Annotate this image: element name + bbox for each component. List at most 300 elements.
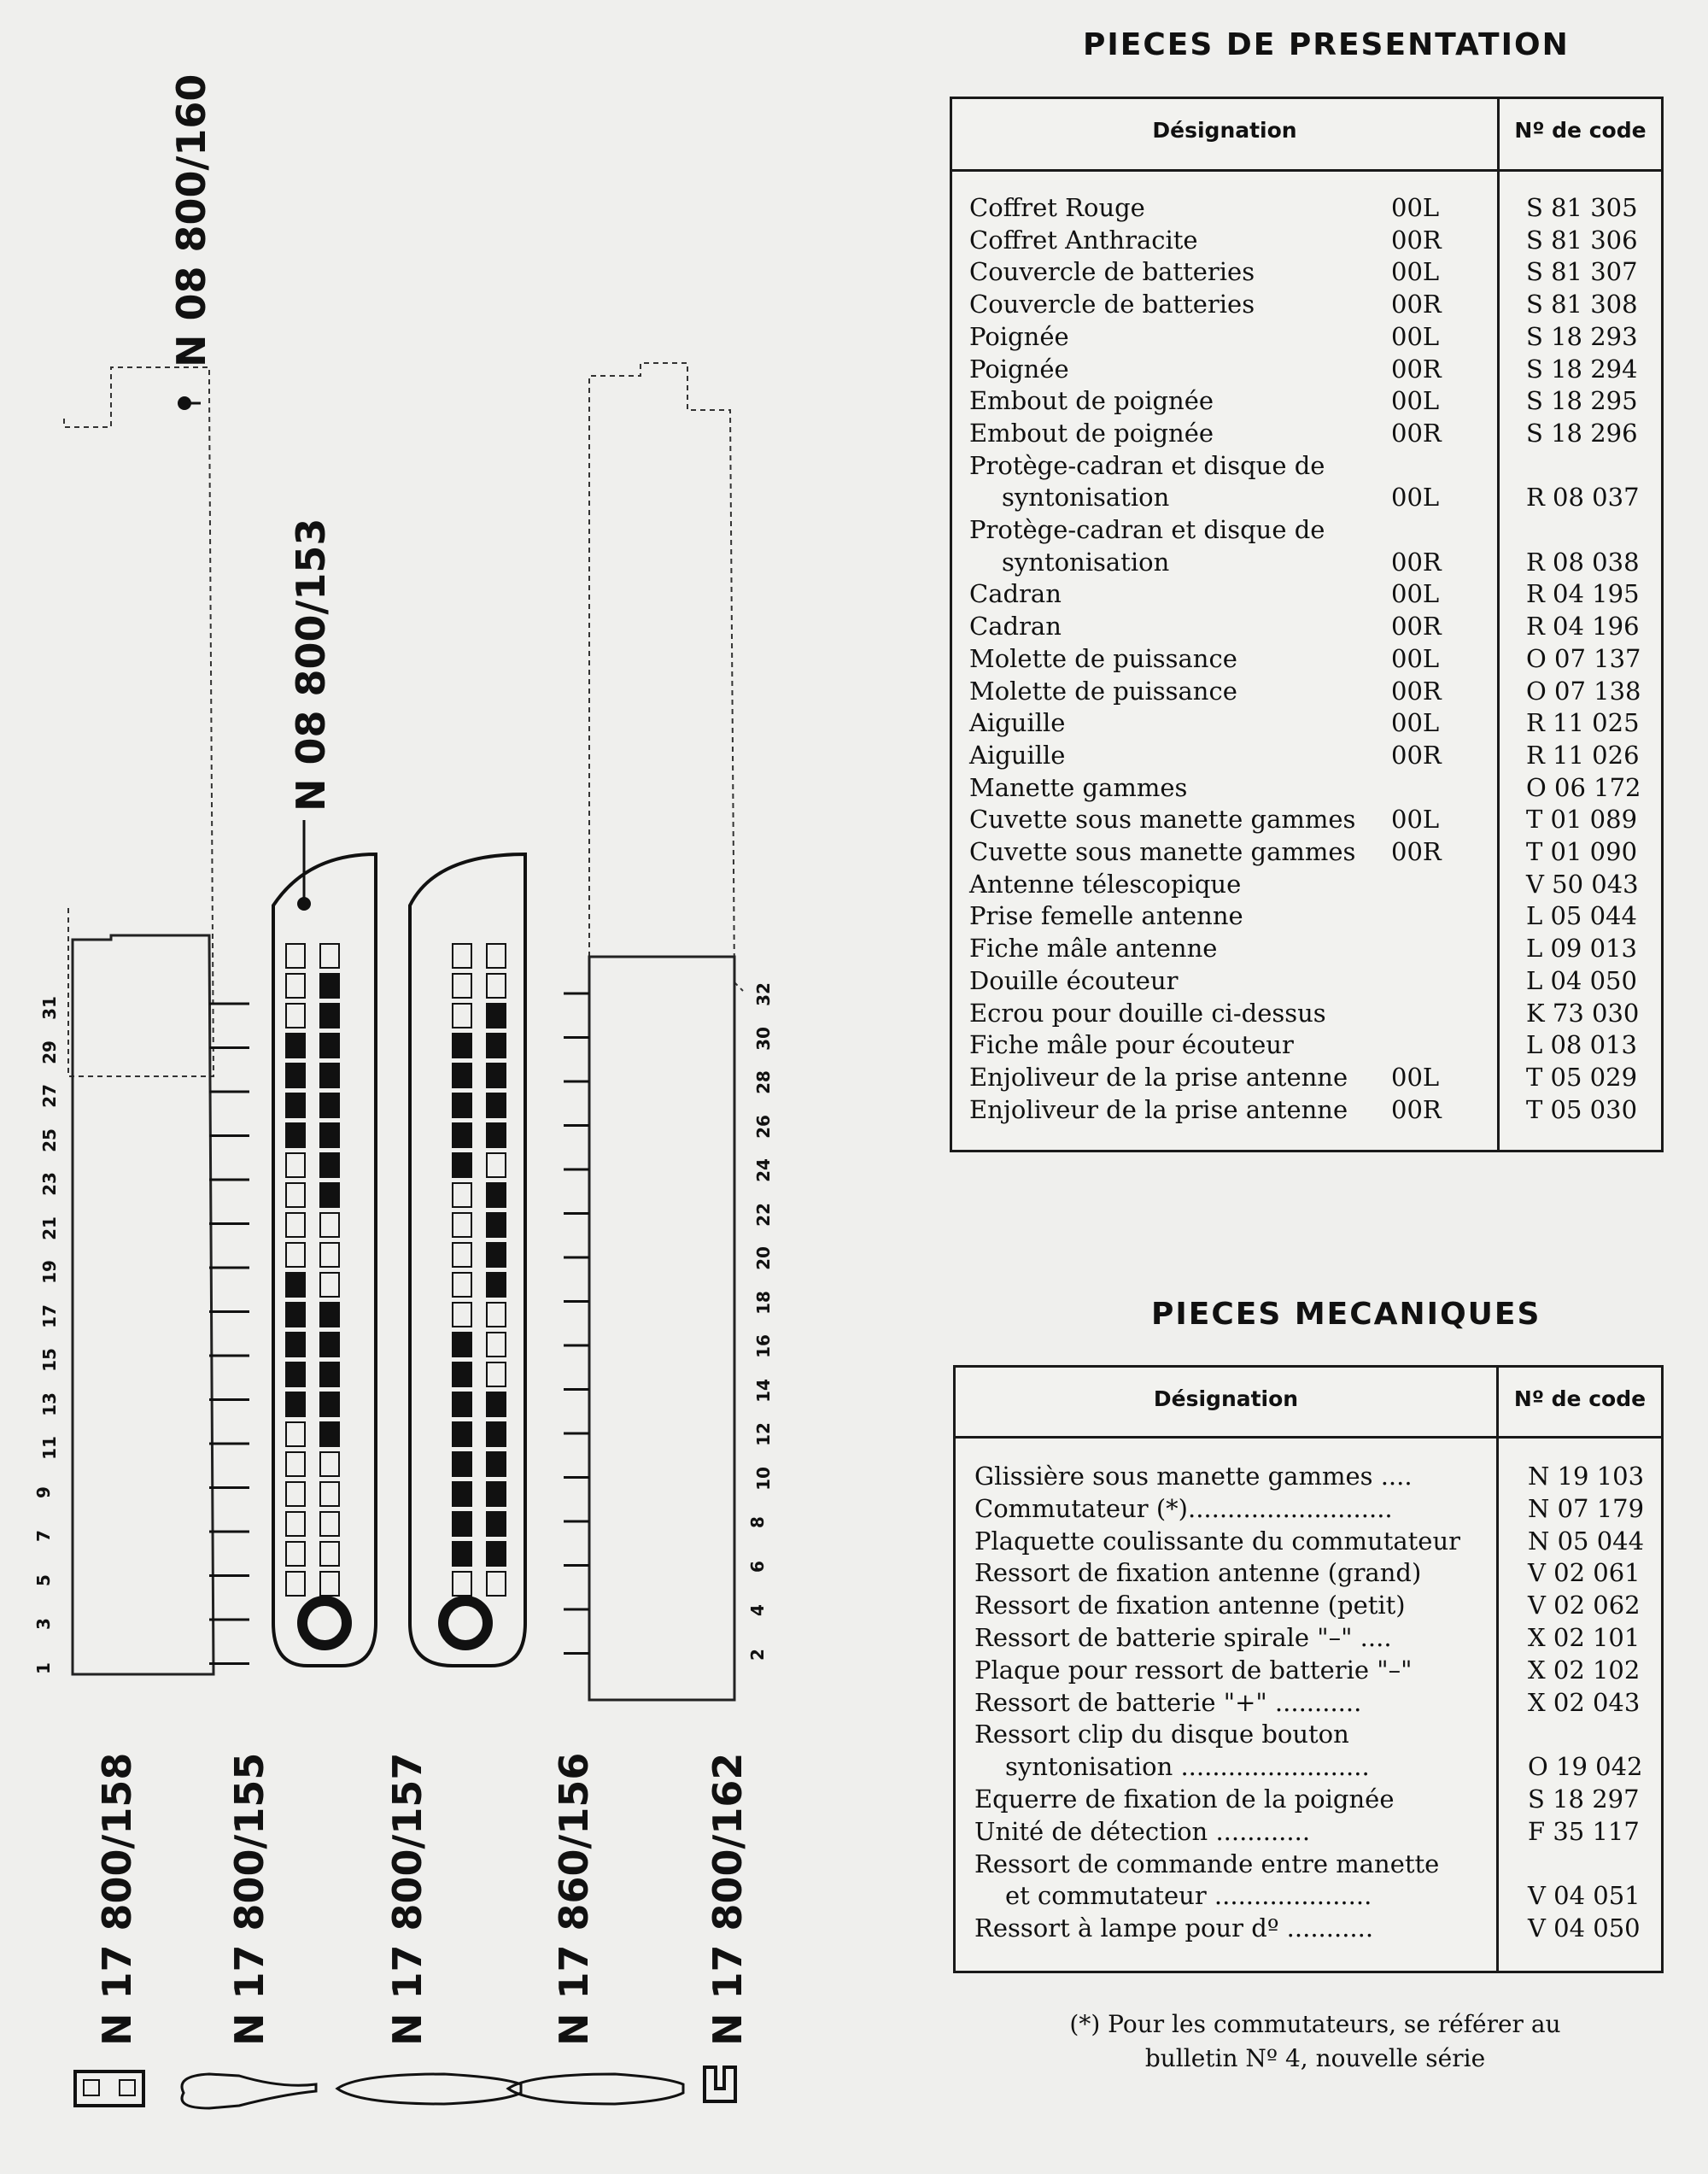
part-label-n17800-157: N 17 800/157 (384, 1752, 430, 2046)
slider-cell (286, 1482, 305, 1506)
part-variant: 00R (1391, 225, 1442, 255)
slider-cell (286, 1512, 305, 1536)
presentation-row (952, 997, 1661, 1029)
presentation-row (952, 255, 1661, 288)
presentation-row (952, 835, 1661, 868)
part-variant: 00L (1391, 708, 1440, 738)
part-designation: Ressort de batterie spirale "–" .... (974, 1623, 1392, 1652)
part-designation: Ressort clip du disque bouton (974, 1720, 1349, 1749)
part-designation: Cuvette sous manette gammes (969, 837, 1356, 866)
slider-cell (453, 1123, 471, 1147)
pin-number: 1 (32, 1661, 54, 1674)
slider-cell (286, 1243, 305, 1267)
part-variant: 00L (1391, 805, 1440, 835)
presentation-row (952, 1061, 1661, 1093)
slider-cell (453, 1482, 471, 1506)
part-code: X 02 043 (1528, 1687, 1641, 1717)
presentation-row (952, 546, 1661, 578)
slider-cell (487, 1064, 506, 1087)
part-designation: et commutateur .................... (1005, 1881, 1372, 1911)
slider-cell (487, 1123, 506, 1147)
presentation-row (952, 353, 1661, 385)
part-code: N 05 044 (1528, 1526, 1645, 1556)
pin-number: 12 (752, 1422, 774, 1446)
slider-cell (487, 1392, 506, 1416)
slider-cell (320, 1542, 339, 1566)
slider-cell (453, 974, 471, 998)
part-designation: Poignée (969, 354, 1069, 384)
slider-cell (286, 974, 305, 998)
part-variant: 00L (1391, 483, 1440, 513)
part-code: N 19 103 (1528, 1462, 1645, 1491)
presentation-row (952, 449, 1661, 482)
slider-cell (453, 1153, 471, 1177)
part-158-sketch-hole-a (84, 2080, 99, 2095)
slider-cell (286, 1123, 305, 1147)
part-variant: 00L (1391, 193, 1440, 222)
slider-cell (453, 1392, 471, 1416)
slider-cell (320, 1572, 339, 1596)
part-label-n17800-158: N 17 800/158 (94, 1752, 140, 2046)
presentation-row (952, 320, 1661, 353)
part-code: S 18 293 (1526, 321, 1638, 351)
part-designation: Fiche mâle antenne (969, 934, 1218, 964)
mecanique-header-divider (956, 1436, 1661, 1439)
slider-cell (286, 1542, 305, 1566)
part-code: T 05 030 (1526, 1094, 1638, 1124)
part-designation: Molette de puissance (969, 676, 1237, 706)
presentation-row (952, 771, 1661, 804)
presentation-row (952, 384, 1661, 417)
part-variant: 00R (1391, 676, 1442, 706)
part-code: V 04 051 (1528, 1881, 1641, 1911)
part-code: S 81 308 (1526, 290, 1638, 319)
presentation-row (952, 1028, 1661, 1061)
part-variant: 00L (1391, 1062, 1440, 1092)
footnote (982, 2007, 1648, 2076)
pin-number: 14 (752, 1378, 774, 1403)
part-designation: Poignée (969, 321, 1069, 351)
pin-number: 25 (38, 1128, 60, 1152)
part-designation: Couvercle de batteries (969, 257, 1255, 287)
part-code: T 05 029 (1526, 1062, 1638, 1092)
slider-cell (320, 1482, 339, 1506)
part-designation: Ressort de fixation antenne (grand) (974, 1558, 1422, 1588)
presentation-row (952, 739, 1661, 771)
slider-cell (320, 1243, 339, 1267)
contact-frame-left (73, 935, 214, 1674)
slider-cell (320, 1213, 339, 1237)
presentation-header-designation: Désignation (1152, 118, 1297, 143)
presentation-row (952, 288, 1661, 320)
part-designation: Enjoliveur de la prise antenne (969, 1062, 1348, 1092)
presentation-table (950, 97, 1664, 1152)
pin-number: 3 (32, 1618, 54, 1630)
presentation-row (952, 964, 1661, 997)
pin-number: 6 (746, 1560, 768, 1573)
presentation-row (952, 932, 1661, 964)
part-157-sketch (337, 2074, 521, 2104)
part-variant: 00L (1391, 257, 1440, 287)
slider-cell (286, 1362, 305, 1386)
slider-cell (286, 1153, 305, 1177)
mecanique-row (956, 1492, 1661, 1525)
part-label-n17800-162: N 17 800/162 (705, 1752, 751, 2046)
part-designation: Glissière sous manette gammes .... (974, 1462, 1413, 1491)
part-code: R 04 195 (1526, 579, 1640, 609)
slider-cell (286, 1303, 305, 1327)
part-code: L 05 044 (1526, 901, 1637, 931)
mecanique-row (956, 1879, 1661, 1912)
slider-cell (487, 1153, 506, 1177)
slider-cell (286, 1333, 305, 1357)
pin-number: 7 (32, 1530, 54, 1542)
slider-cell (320, 1303, 339, 1327)
slider-cell (487, 1512, 506, 1536)
slider-hole-153 (302, 1601, 347, 1645)
part-designation: Coffret Rouge (969, 193, 1145, 222)
part-code: T 01 090 (1526, 837, 1638, 866)
pin-number: 16 (752, 1334, 774, 1358)
part-designation: Cadran (969, 579, 1062, 609)
slider-cell (453, 1093, 471, 1117)
pin-number: 5 (32, 1573, 54, 1586)
part-code: K 73 030 (1526, 998, 1640, 1028)
part-variant: 00R (1391, 354, 1442, 384)
pin-number: 22 (752, 1202, 774, 1227)
slider-cell (320, 974, 339, 998)
slider-cell (453, 1183, 471, 1207)
presentation-row (952, 417, 1661, 449)
part-label-n08800-160: N 08 800/160 (168, 73, 214, 367)
mecanique-row (956, 1718, 1661, 1750)
pin-number: 15 (38, 1348, 60, 1372)
slider-cell (286, 1273, 305, 1297)
part-designation: Embout de poignée (969, 386, 1214, 416)
part-variant: 00L (1391, 386, 1440, 416)
slider-cell (286, 1452, 305, 1476)
pin-number: 10 (752, 1466, 774, 1491)
part-variant: 00R (1391, 547, 1442, 577)
slider-cell (453, 944, 471, 968)
slider-cell (453, 1213, 471, 1237)
pin-number: 23 (38, 1172, 60, 1196)
part-code: R 11 025 (1526, 708, 1640, 738)
part-label-n17860-156: N 17 860/156 (551, 1752, 597, 2046)
part-variant: 00R (1391, 612, 1442, 642)
part-code: O 07 138 (1526, 676, 1641, 706)
slider-cell (286, 1004, 305, 1028)
part-code: L 04 050 (1526, 965, 1637, 995)
slider-cell (487, 1572, 506, 1596)
slider-cell (320, 1422, 339, 1446)
part-designation: Cadran (969, 612, 1062, 642)
presentation-row (952, 899, 1661, 932)
slider-cell (320, 1392, 339, 1416)
part-designation: Coffret Anthracite (969, 225, 1198, 255)
slider-cell (320, 1362, 339, 1386)
pin-number: 31 (38, 996, 60, 1020)
part-code: O 19 042 (1528, 1752, 1643, 1782)
mecanique-row (956, 1621, 1661, 1654)
part-designation: Aiguille (969, 708, 1066, 738)
slider-cell (453, 1422, 471, 1446)
slider-cell (320, 944, 339, 968)
slider-cell (320, 1452, 339, 1476)
part-code: S 18 294 (1526, 354, 1638, 384)
footnote-line-2: bulletin Nº 4, nouvelle série (1144, 2044, 1486, 2072)
slider-cell (320, 1093, 339, 1117)
slider-cell (453, 1034, 471, 1058)
slider-cell (453, 1362, 471, 1386)
presentation-row (952, 706, 1661, 739)
part-code: S 81 305 (1526, 193, 1638, 222)
part-designation: Plaquette coulissante du commutateur (974, 1526, 1460, 1556)
pin-number: 18 (752, 1290, 774, 1315)
part-designation: Commutateur (*).......................... (974, 1493, 1393, 1523)
slider-cell (286, 1034, 305, 1058)
part-code: O 06 172 (1526, 772, 1641, 802)
part-designation: Enjoliveur de la prise antenne (969, 1094, 1348, 1124)
pin-number: 32 (752, 982, 774, 1006)
slider-cell (453, 1064, 471, 1087)
part-code: V 50 043 (1526, 869, 1639, 899)
presentation-row (952, 868, 1661, 900)
slider-cell (487, 974, 506, 998)
slider-cell (487, 1093, 506, 1117)
presentation-row (952, 803, 1661, 835)
slider-cell (487, 1422, 506, 1446)
part-designation: Equerre de fixation de la poignée (974, 1784, 1395, 1814)
presentation-title: PIECES DE PRESENTATION (1083, 27, 1570, 62)
contact-frame-right (589, 957, 734, 1700)
slider-cell (487, 1034, 506, 1058)
slider-cell (320, 1123, 339, 1147)
slider-cell (286, 1392, 305, 1416)
slider-cell (487, 1542, 506, 1566)
part-designation: Ressort de fixation antenne (petit) (974, 1591, 1406, 1620)
part-designation: Cuvette sous manette gammes (969, 805, 1356, 835)
slider-cell (320, 1273, 339, 1297)
part-designation: syntonisation ........................ (1005, 1752, 1370, 1782)
presentation-row (952, 610, 1661, 642)
part-variant: 00R (1391, 418, 1442, 448)
slider-cell (487, 1213, 506, 1237)
part-code: V 02 061 (1528, 1558, 1641, 1588)
mecanique-row (956, 1783, 1661, 1815)
part-156-sketch (508, 2074, 683, 2104)
pin-number: 30 (752, 1026, 774, 1051)
mecanique-title: PIECES MECANIQUES (1151, 1297, 1541, 1332)
pin-number: 20 (752, 1246, 774, 1270)
pin-number: 17 (38, 1304, 60, 1328)
slider-cell (286, 1422, 305, 1446)
part-code: S 81 307 (1526, 257, 1638, 287)
mecanique-row (956, 1460, 1661, 1492)
slider-cell (320, 1153, 339, 1177)
part-code: X 02 102 (1528, 1655, 1641, 1685)
slider-cell (286, 1093, 305, 1117)
slider-cell (286, 1064, 305, 1087)
part-variant: 00R (1391, 290, 1442, 319)
part-designation: syntonisation (1002, 547, 1170, 577)
part-code: R 04 196 (1526, 612, 1640, 642)
part-162-sketch (705, 2067, 735, 2101)
part-code: L 09 013 (1526, 934, 1637, 964)
slider-cell (453, 1512, 471, 1536)
slider-hole-157 (443, 1601, 488, 1645)
part-designation: Aiguille (969, 740, 1066, 770)
part-code: S 18 296 (1526, 418, 1638, 448)
part-code: R 11 026 (1526, 740, 1640, 770)
part-code: V 04 050 (1528, 1913, 1641, 1943)
slider-cell (487, 1482, 506, 1506)
mecanique-header-designation: Désignation (1153, 1386, 1299, 1411)
slider-cell (487, 1452, 506, 1476)
slider-cell (453, 1452, 471, 1476)
slider-cell (487, 1333, 506, 1357)
part-variant: 00L (1391, 643, 1440, 673)
presentation-row (952, 1093, 1661, 1126)
part-code: T 01 089 (1526, 805, 1638, 835)
presentation-header-code: Nº de code (1514, 118, 1647, 143)
part-designation: Douille écouteur (969, 965, 1179, 995)
pin-number: 19 (38, 1260, 60, 1284)
mecanique-row (956, 1912, 1661, 1944)
part-code: S 18 295 (1526, 386, 1638, 416)
part-designation: Fiche mâle pour écouteur (969, 1030, 1294, 1060)
part-158-sketch (75, 2071, 143, 2106)
slider-contacts (286, 944, 506, 1596)
part-code: S 81 306 (1526, 225, 1638, 255)
mecanique-row (956, 1589, 1661, 1621)
part-designation: Unité de détection ............ (974, 1816, 1311, 1846)
part-designation: Protège-cadran et disque de (969, 515, 1325, 544)
slider-cell (320, 1004, 339, 1028)
part-code: V 02 062 (1528, 1591, 1641, 1620)
slider-cell (286, 944, 305, 968)
slider-cell (453, 1542, 471, 1566)
part-designation: Ecrou pour douille ci-dessus (969, 998, 1326, 1028)
part-code: R 08 037 (1526, 483, 1640, 513)
part-variant: 00R (1391, 837, 1442, 866)
pin-number: 2 (746, 1648, 768, 1661)
slider-cell (487, 1183, 506, 1207)
mecanique-row (956, 1654, 1661, 1686)
slider-cell (487, 1243, 506, 1267)
slider-cell (487, 944, 506, 968)
presentation-row (952, 224, 1661, 256)
pin-number: 11 (38, 1436, 60, 1460)
pin-number: 29 (38, 1040, 60, 1064)
slider-cell (487, 1303, 506, 1327)
part-designation: Ressort de commande entre manette (974, 1849, 1440, 1878)
slider-cell (487, 1004, 506, 1028)
comb-plate-right-outline (589, 363, 743, 991)
mecanique-table (953, 1365, 1664, 1973)
part-designation: Ressort à lampe pour dº ........... (974, 1913, 1374, 1943)
mecanique-row (956, 1815, 1661, 1848)
slider-cell (453, 1333, 471, 1357)
slider-cell (320, 1183, 339, 1207)
part-variant: 00L (1391, 321, 1440, 351)
mecanique-row (956, 1686, 1661, 1719)
part-code: F 35 117 (1528, 1816, 1640, 1846)
presentation-row (952, 481, 1661, 513)
mecanique-row (956, 1848, 1661, 1880)
part-designation: Prise femelle antenne (969, 901, 1243, 931)
presentation-row (952, 513, 1661, 546)
part-designation: Protège-cadran et disque de (969, 450, 1325, 480)
part-code: O 07 137 (1526, 643, 1641, 673)
slider-cell (453, 1243, 471, 1267)
part-code: X 02 101 (1528, 1623, 1641, 1652)
mecanique-row (956, 1556, 1661, 1589)
presentation-row (952, 675, 1661, 707)
mecanique-header-code: Nº de code (1513, 1386, 1647, 1411)
part-designation: syntonisation (1002, 483, 1170, 513)
part-155-sketch (182, 2074, 316, 2108)
part-variant: 00R (1391, 740, 1442, 770)
pin-number: 8 (746, 1516, 768, 1528)
contact-fingers (209, 993, 589, 1664)
mecanique-row (956, 1525, 1661, 1557)
part-variant: 00R (1391, 1094, 1442, 1124)
part-label-n08800-153: N 08 800/153 (288, 518, 334, 812)
footnote-line-1: (*) Pour les commutateurs, se référer au (1069, 2010, 1561, 2038)
part-code: S 18 297 (1528, 1784, 1640, 1814)
part-158-sketch-hole-b (120, 2080, 135, 2095)
comb-plate-left-outline (64, 367, 214, 1076)
presentation-row (952, 577, 1661, 610)
slider-cell (453, 1273, 471, 1297)
part-designation: Molette de puissance (969, 643, 1237, 673)
pin-number: 9 (32, 1485, 54, 1498)
part-code: N 07 179 (1528, 1493, 1645, 1523)
part-code: R 08 038 (1526, 547, 1640, 577)
slider-cell (286, 1213, 305, 1237)
presentation-header-divider (952, 169, 1661, 172)
slider-cell (286, 1183, 305, 1207)
part-designation: Manette gammes (969, 772, 1188, 802)
part-variant: 00L (1391, 579, 1440, 609)
pin-number: 24 (752, 1158, 774, 1182)
slider-cell (453, 1572, 471, 1596)
pin-number: 4 (746, 1604, 768, 1616)
slider-cell (320, 1034, 339, 1058)
part-label-n17800-155: N 17 800/155 (226, 1752, 272, 2046)
pin-number: 27 (38, 1084, 60, 1108)
slider-cell (487, 1362, 506, 1386)
slider-cell (320, 1333, 339, 1357)
slider-cell (453, 1004, 471, 1028)
part-designation: Ressort de batterie "+" ........... (974, 1687, 1362, 1717)
slider-cell (286, 1572, 305, 1596)
part-designation: Plaque pour ressort de batterie "–" (974, 1655, 1413, 1685)
slider-cell (320, 1064, 339, 1087)
pin-number: 26 (752, 1114, 774, 1139)
presentation-row (952, 191, 1661, 224)
slider-cell (487, 1273, 506, 1297)
mecanique-row (956, 1750, 1661, 1783)
pin-number: 21 (38, 1216, 60, 1240)
part-designation: Couvercle de batteries (969, 290, 1255, 319)
pin-number: 13 (38, 1392, 60, 1416)
slider-cell (453, 1303, 471, 1327)
part-designation: Embout de poignée (969, 418, 1214, 448)
pin-number: 28 (752, 1070, 774, 1094)
part-designation: Antenne télescopique (969, 869, 1242, 899)
